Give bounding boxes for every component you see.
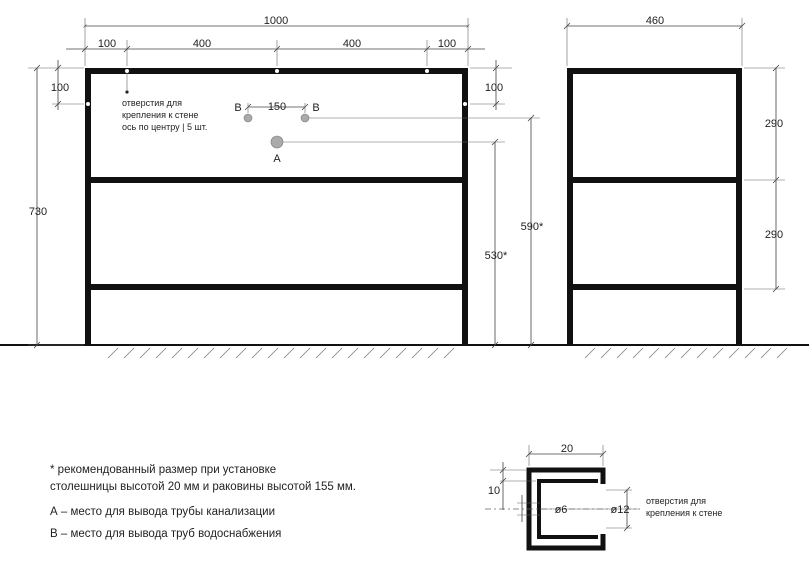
holes-note-leader — [125, 73, 128, 94]
dim-top-right-offset: 100 — [484, 82, 504, 94]
dim-profile-offset: 10 — [487, 485, 501, 497]
footnote-star-line1: * рекомендованный размер при установке — [50, 464, 277, 476]
dim-height: 730 — [28, 206, 48, 218]
dim-seg-mid1: 400 — [192, 38, 212, 50]
label-b-right: B — [312, 102, 320, 114]
holes-note-line1: отверстия для — [122, 98, 183, 108]
dim-side-width: 460 — [645, 15, 665, 27]
holes-note-line2: крепления к стене — [122, 110, 199, 120]
dim-profile-width: 20 — [560, 443, 574, 455]
dim-hole-small: ø6 — [554, 504, 568, 516]
dim-side-shelf1: 290 — [764, 118, 784, 130]
label-b-left: B — [234, 102, 242, 114]
side-view-frame — [567, 68, 742, 345]
footnote-a: А – место для вывода трубы канализации — [50, 506, 276, 518]
dim-seg-right: 100 — [437, 38, 457, 50]
dim-top-left-offset: 100 — [50, 82, 70, 94]
profile-section — [485, 445, 640, 548]
holes-note-line3: ось по центру | 5 шт. — [122, 122, 208, 132]
dim-seg-mid2: 400 — [342, 38, 362, 50]
dim-hole-large: ø12 — [610, 504, 630, 516]
label-a: A — [273, 153, 281, 165]
profile-note-line1: отверстия для — [646, 496, 707, 506]
dim-590: 590* — [520, 221, 544, 233]
dim-seg-left: 100 — [97, 38, 117, 50]
dim-530: 530* — [484, 250, 508, 262]
floor-hatch — [108, 348, 787, 358]
profile-note-line2: крепления к стене — [646, 508, 723, 518]
footnote-star-line2: столешницы высотой 20 мм и раковины высотой 155 мм. — [50, 481, 356, 493]
dim-side-shelf2: 290 — [764, 229, 784, 241]
dim-pipe-spacing: 150 — [267, 101, 287, 113]
front-left-dimensions — [28, 60, 84, 348]
footnote-b: В – место для вывода труб водоснабжения — [50, 528, 282, 540]
dim-overall-width: 1000 — [263, 15, 289, 27]
side-view-dimensions — [564, 18, 785, 292]
